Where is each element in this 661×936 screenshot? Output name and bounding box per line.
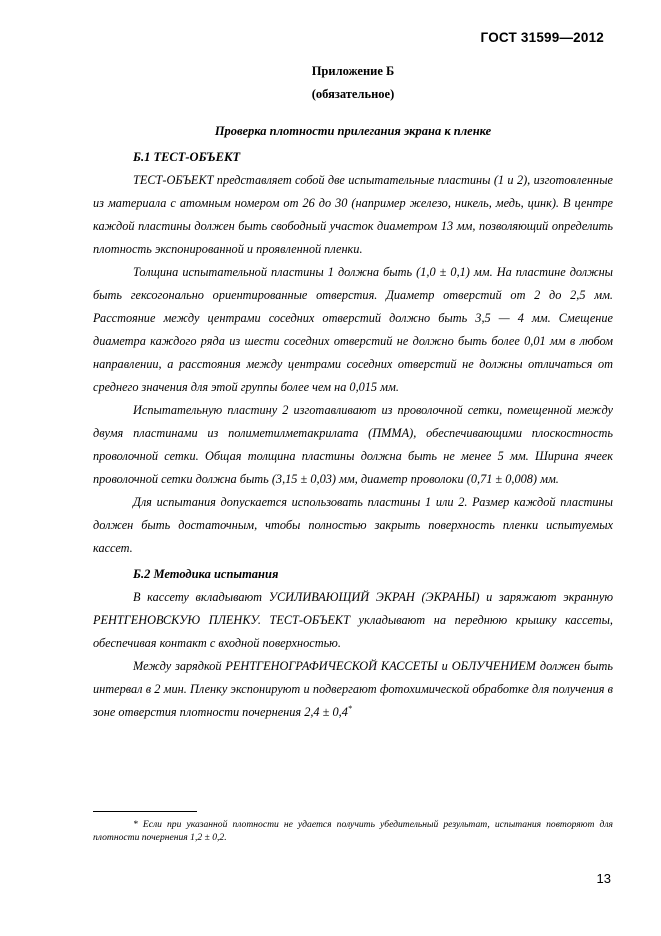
paragraph-b2-1: В кассету вкладывают УСИЛИВАЮЩИЙ ЭКРАН (ЭКРАНЫ) и заряжают экранную РЕНТГЕНОВСКУЮ ПЛЕНКУ. ТЕСТ-ОБЪЕКТ укладывают на переднюю крышку кассеты, обеспечивая контакт с входной поверхностью. — [93, 590, 613, 650]
footnote-text: * Если при указанной плотности не удается получить убедительный результат, испытания повторяют для плотности почернения 1,2 ± 0,2. — [93, 819, 613, 843]
paragraph-b1-1: ТЕСТ-ОБЪЕКТ представляет собой две испытательные пластины (1 и 2), изготовленные из материала с атомным номером от 26 до 30 (например железо, никель, медь, цинк). В центре каждой пластины должен быть свободный участок диаметром 13 мм, позволяющий определить плотность экспонированной и проявленной пленки. — [93, 173, 613, 256]
appendix-subtitle: (обязательное) — [311, 87, 395, 101]
footnote-marker: * — [347, 703, 352, 713]
paragraph-b1-2: Толщина испытательной пластины 1 должна быть (1,0 ± 0,1) мм. На пластине должны быть гексогонально ориентированные отверстия. Диаметр отверстий от 2 до 2,5 мм. Расстояние между центрами соседних отверстий должно быть 3,5 — 4 мм. Смещение диаметра каждого ряда из шести соседних отверстий не должно быть более 0,01 мм в любом направлении, а расстояния между центрами соседних отверстий не должны отличаться от среднего значения для этой группы более чем на 0,015 мм. — [93, 265, 613, 394]
heading-b1: Б.1 ТЕСТ-ОБЪЕКТ — [133, 150, 241, 164]
paragraph-b1-4: Для испытания допускается использовать пластины 1 или 2. Размер каждой пластины должен быть достаточным, чтобы полностью закрыть поверхность пленки испытуемых кассет. — [93, 495, 613, 555]
heading-b2: Б.2 Методика испытания — [133, 567, 279, 581]
paragraph-b2-2 — [93, 655, 613, 724]
page-number: 13 — [596, 871, 611, 886]
main-content — [93, 60, 613, 724]
footnote-divider — [93, 811, 197, 812]
paragraph-b2-2-text: Между зарядкой РЕНТГЕНОГРАФИЧЕСКОЙ КАССЕТЫ и ОБЛУЧЕНИЕМ должен быть интервал в 2 мин. Пленку экспонируют и подвергают фотохимической обработке для получения в зоне отверстия плотности почернения 2,4 ± 0,4 — [93, 659, 613, 719]
section-title: Проверка плотности прилегания экрана к пленке — [214, 124, 492, 138]
paragraph-b1-3: Испытательную пластину 2 изготавливают из проволочной сетки, помещенной между двумя пластинами из полиметилметакрилата (ПММА), обеспечивающими плоскостность проволочной сетки. Общая толщина пластины должна быть не менее 5 мм. Ширина ячеек проволочной сетки должна быть (3,15 ± 0,03) мм, диаметр проволоки (0,71 ± 0,008) мм. — [93, 403, 613, 486]
appendix-title: Приложение Б — [311, 64, 395, 78]
standard-code: ГОСТ 31599—2012 — [480, 30, 604, 45]
